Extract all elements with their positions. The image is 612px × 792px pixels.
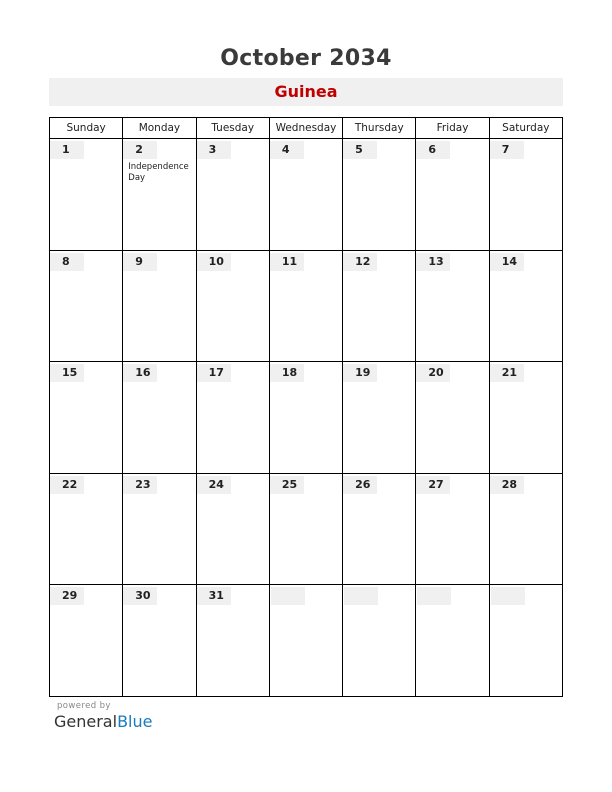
- day-number: 4: [270, 141, 304, 159]
- weekday-sunday: Sunday: [50, 118, 123, 139]
- day-number: 5: [343, 141, 377, 159]
- day-cell: [50, 250, 123, 362]
- day-number: 30: [123, 587, 157, 605]
- day-number: [344, 587, 378, 605]
- generalblue-logo[interactable]: [54, 712, 152, 731]
- day-number: 6: [416, 141, 450, 159]
- day-number: 17: [197, 364, 231, 382]
- weekday-thursday: Thursday: [343, 118, 416, 139]
- day-number: 31: [197, 587, 231, 605]
- day-number: 9: [123, 253, 157, 271]
- day-cell: [343, 250, 416, 362]
- week-row: [50, 585, 563, 697]
- day-cell: [489, 139, 562, 251]
- day-cell: [489, 473, 562, 585]
- day-cell: [196, 250, 269, 362]
- day-cell: [269, 250, 342, 362]
- day-cell: [489, 362, 562, 474]
- day-number: 27: [416, 476, 450, 494]
- week-row: [50, 473, 563, 585]
- day-cell: [123, 139, 196, 251]
- day-number: 7: [490, 141, 524, 159]
- day-cell: [50, 473, 123, 585]
- day-cell: [416, 585, 489, 697]
- day-number: 15: [50, 364, 84, 382]
- day-cell: [123, 585, 196, 697]
- day-number: 29: [50, 587, 84, 605]
- day-number: 20: [416, 364, 450, 382]
- day-cell: [196, 362, 269, 474]
- day-cell: [343, 362, 416, 474]
- day-number: 10: [197, 253, 231, 271]
- day-cell: [50, 585, 123, 697]
- day-cell: [343, 585, 416, 697]
- day-cell: [269, 473, 342, 585]
- day-number: 24: [197, 476, 231, 494]
- holiday-label: Independence Day: [128, 162, 189, 183]
- calendar-grid: [49, 117, 563, 697]
- brand-general: General: [54, 712, 118, 731]
- day-number: 23: [123, 476, 157, 494]
- weekday-saturday: Saturday: [489, 118, 562, 139]
- weekday-wednesday: Wednesday: [269, 118, 342, 139]
- day-number: [271, 587, 305, 605]
- day-cell: [343, 139, 416, 251]
- week-row: [50, 250, 563, 362]
- day-number: 8: [50, 253, 84, 271]
- day-number: 18: [270, 364, 304, 382]
- day-number: 12: [343, 253, 377, 271]
- day-cell: [489, 250, 562, 362]
- day-number: 11: [270, 253, 304, 271]
- weekday-friday: Friday: [416, 118, 489, 139]
- day-number: 2: [123, 141, 157, 159]
- powered-by-label: powered by: [57, 701, 111, 711]
- country-banner: Guinea: [49, 78, 563, 106]
- day-number: 16: [123, 364, 157, 382]
- day-cell: [269, 362, 342, 474]
- day-cell: [489, 585, 562, 697]
- day-cell: [123, 473, 196, 585]
- day-number: 22: [50, 476, 84, 494]
- day-cell: [416, 139, 489, 251]
- day-cell: [123, 250, 196, 362]
- day-number: 28: [490, 476, 524, 494]
- week-row: [50, 362, 563, 474]
- day-cell: [416, 362, 489, 474]
- page-title: October 2034: [220, 46, 392, 71]
- day-number: 19: [343, 364, 377, 382]
- day-number: 14: [490, 253, 524, 271]
- week-row: [50, 139, 563, 251]
- day-cell: [123, 362, 196, 474]
- day-number: 1: [50, 141, 84, 159]
- day-cell: [50, 362, 123, 474]
- day-number: 3: [197, 141, 231, 159]
- day-cell: [196, 585, 269, 697]
- day-number: [491, 587, 525, 605]
- day-number: 13: [416, 253, 450, 271]
- day-cell: [343, 473, 416, 585]
- day-number: 26: [343, 476, 377, 494]
- day-cell: [196, 473, 269, 585]
- weekday-monday: Monday: [123, 118, 196, 139]
- day-cell: [416, 250, 489, 362]
- day-cell: [196, 139, 269, 251]
- weekday-tuesday: Tuesday: [196, 118, 269, 139]
- day-number: [417, 587, 451, 605]
- day-cell: [269, 139, 342, 251]
- day-number: 21: [490, 364, 524, 382]
- brand-blue: Blue: [117, 712, 153, 731]
- day-cell: [50, 139, 123, 251]
- day-cell: [269, 585, 342, 697]
- weekday-header-row: [50, 118, 563, 139]
- day-cell: [416, 473, 489, 585]
- day-number: 25: [270, 476, 304, 494]
